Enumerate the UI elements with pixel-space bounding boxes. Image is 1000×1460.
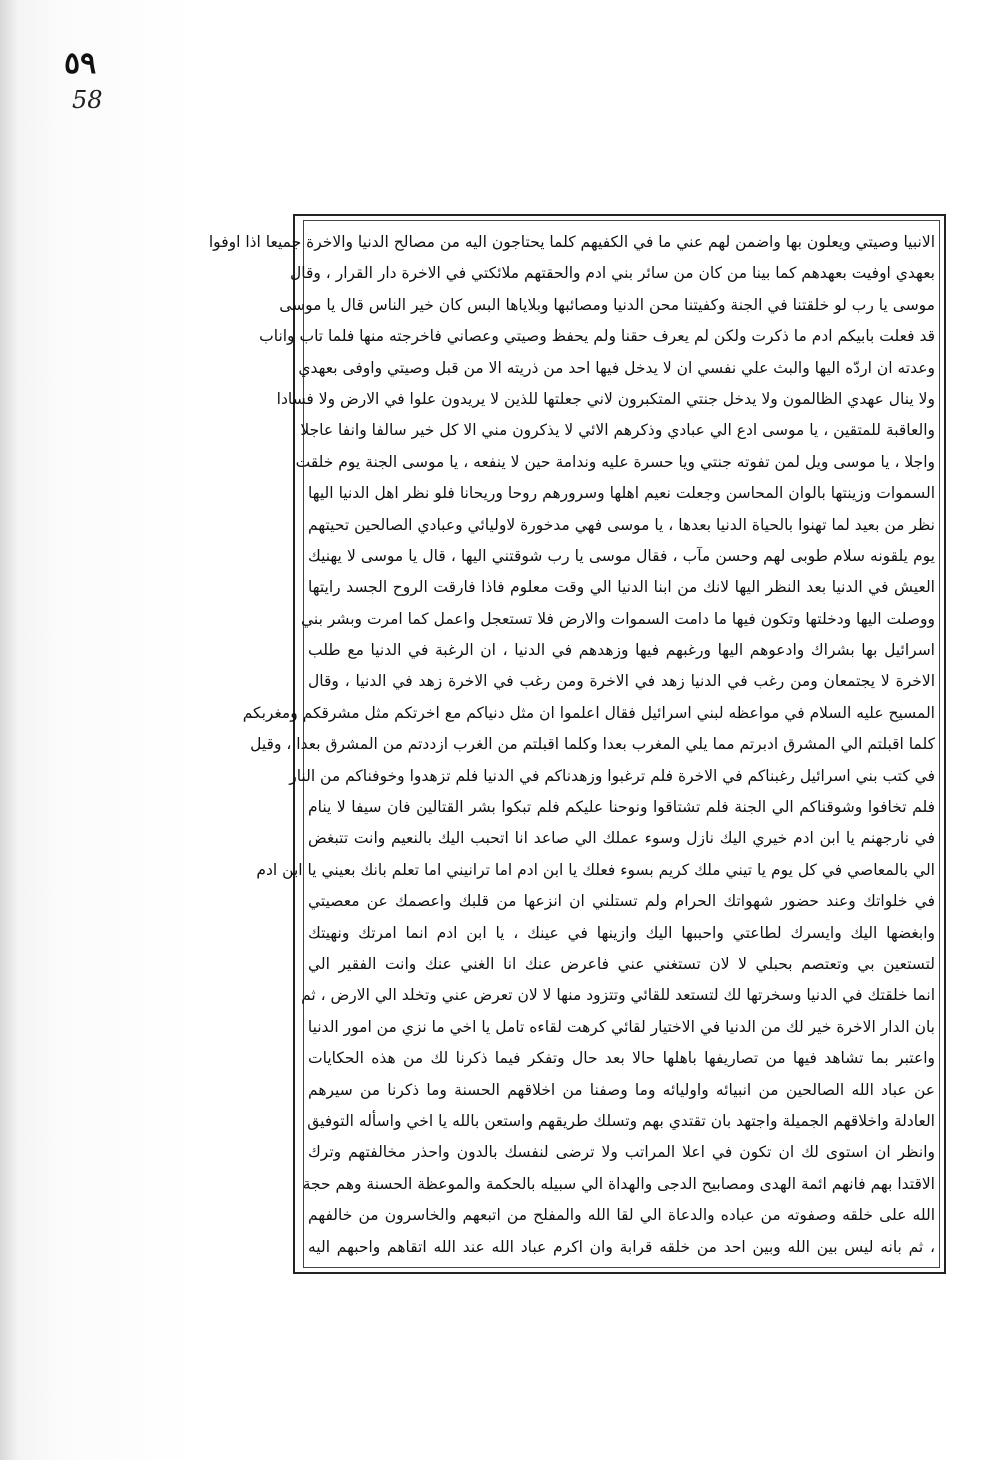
page-number-latin: 58 [72,86,103,114]
text-line: في نارجهنم يا ابن ادم خيري اليك نازل وسوء عملك الي صاعد انا اتحبب اليك بالنعيم وانت تتبغض [308,829,935,848]
text-line: ووصلت اليها ودخلتها وتكون فيها ما دامت السموات والارض فلا تستعجل واعمل كما امرت وبشر بني [301,609,935,628]
manuscript-text-block [208,227,935,1265]
text-line: الاقتدا بهم فانهم ائمة الهدى ومصابيح الدجى والهداة الي سبيله بالحكمة والموعظة الحسنة وهم حجة [302,1174,935,1193]
text-line: السموات وزينتها بالوان المحاسن وجعلت نعيم اهلها وسرورهم روحا وريحانا فلو نظر اهل الدنيا اليها [308,484,935,503]
text-line: وانظر ان استوى لك ان تكون في اعلا المراتب ولا ترضى لنفسك بالدون واحذر مخالفتهم وترك [308,1143,935,1162]
text-line: عن عباد الله الصالحين من انبيائه واوليائه وما وصفنا من اخلاقهم الحسنة وما ذكرنا من سيرهم [308,1080,935,1099]
text-line: لتستعين بي وتعتصم بحبلي لا لان تستغني عني فاعرض عنك انا الغني عنك وانت الفقير الي [308,954,935,973]
text-line: انما خلقتك في الدنيا وسخرتها لك لتستعد للقائي وتتزود منها لا لان تعرض عني وتخلد الي الارض ، ثم [301,986,935,1005]
text-line: نظر من بعيد لما تهنوا بالحياة الدنيا بعدها ، يا موسى فهي مدخورة لاوليائي وعبادي الصالحين تحيتهم [308,515,935,534]
text-line: والعاقبة للمتقين ، يا موسى ادع الي عبادي وذكرهم الائي لا يذكرون مني الا كل خير سالفا وانفا عاجلا [300,421,935,440]
page-number-arabic: ٥٩ [64,46,97,81]
text-line: في كتب بني اسرائيل رغبناكم في الاخرة فلم ترغبوا وزهدناكم في الدنيا فلم تزهدوا وخوفناكم من النار [289,766,935,785]
text-line: ، ثم بانه ليس بين الله وبين احد من خلقه قرابة وان اكرم عباد الله عند الله اتقاهم واحبهم اليه [308,1237,935,1256]
text-line: الي بالمعاصي في كل يوم يا تيني ملك كريم بسوء فعلك يا ابن ادم اما ترانيني اما تعلم بانك بعيني يا ابن ادم [256,860,935,879]
text-line: ولا ينال عهدي الظالمون ولا يدخل جنتي المتكبرون لاني جعلتها للذين لا يريدون علوا في الارض ولا فسادا [276,389,935,408]
text-line: بان الدار الاخرة خير لك من الدنيا في الاختيار لقائي كرهت لقاءه تامل يا اخي ما نزي من امور الدنيا [307,1017,935,1036]
text-line: المسيح عليه السلام في مواعظه لبني اسرائيل فقال اعلموا ان مثل دنياكم مع اخرتكم مثل مشرقكم ومغربكم [242,703,935,722]
text-line: اسرائيل بها بشراك وادعوهم اليها ورغبهم فيها وزهدهم في الدنيا ، ان الرغبة في الدنيا مع طلب [308,641,935,660]
binding-shadow [0,0,18,1460]
text-line: في خلواتك وعند حضور شهواتك الحرام ولم تستلني ان انزعها من قلبك واعصمك عن معصيتي [308,892,935,911]
text-line: الاخرة لا يجتمعان ومن رغب في الدنيا زهد في الاخرة ومن رغب في الاخرة زهد في الدنيا ، وقال [308,672,935,691]
text-line: فلم تخافوا وشوقناكم الي الجنة فلم تشتاقوا ونوحنا عليكم فلم تبكوا بشر القتالين فان سيفا لا ينام [308,798,935,817]
text-line: يوم يلقونه سلام طوبى لهم وحسن مآب ، فقال موسى يا رب شوقتني اليها ، قال يا موسى لا يهنيك [308,546,935,565]
text-line: موسى يا رب لو خلقتنا في الجنة وكفيتنا محن الدنيا ومصائبها وبلاياها البس كان خير الناس قال يا موسى [279,295,935,314]
text-line: العيش في الدنيا بعد النظر اليها لانك من ابنا الدنيا الي وقت معلوم فاذا فارقت الروح الجسد رايتها [308,578,935,597]
text-line: واعتبر بما تشاهد فيها من تصاريفها باهلها حالا بعد حال وتفكر فيما ذكرنا لك من هذه الحكايات [308,1049,935,1068]
text-line: العادلة واخلاقهم الجميلة واجتهد بان تقتدي بهم وتسلك طريقهم واستعن بالله يا اخي واسأله التوفيق [307,1111,935,1130]
text-line: بعهدي اوفيت بعهدهم كما بينا من كان من سائر بني ادم والحقتهم ملائكتي في الاخرة دار القرار ، وقال [289,264,935,283]
text-line: وعدته ان اردّه اليها والبث علي نفسي ان لا يدخل فيها احد من ذريته الا من قبل وصيتي واوفى بعهدي [298,358,935,377]
text-line: وابغضها اليك وايسرك لطاعتي واحببها اليك وازينها في عينك ، يا ابن ادم انما امرتك ونهيتك [308,923,935,942]
text-line: الله على خلقه وصفوته من عباده والدعاة الي لقا الله والمفلح من اتبعهم والخاسرون من خالفهم [308,1206,935,1225]
text-line: واجلا ، يا موسى ويل لمن تفوته جنتي ويا حسرة عليه وندامة حين لا ينفعه ، يا موسى الجنة يوم خلقت [295,452,935,471]
text-line: قد فعلت بابيكم ادم ما ذكرت ولكن لم يعرف حقنا ولم يحفظ وصيتي وعصاني فاخرجته منها فلما تاب واناب [259,327,935,346]
text-line: كلما اقبلتم الي المشرق ادبرتم مما يلي المغرب بعدا وكلما اقبلتم من الغرب ازددتم من المشرق بعدا ، وقيل [250,735,935,754]
text-line: الانبيا وصيتي ويعلون بها واضمن لهم عني ما في الكفيهم كلما يحتاجون اليه من مصالح الدنيا والاخرة جميعا اذا اوفوا [208,233,935,251]
